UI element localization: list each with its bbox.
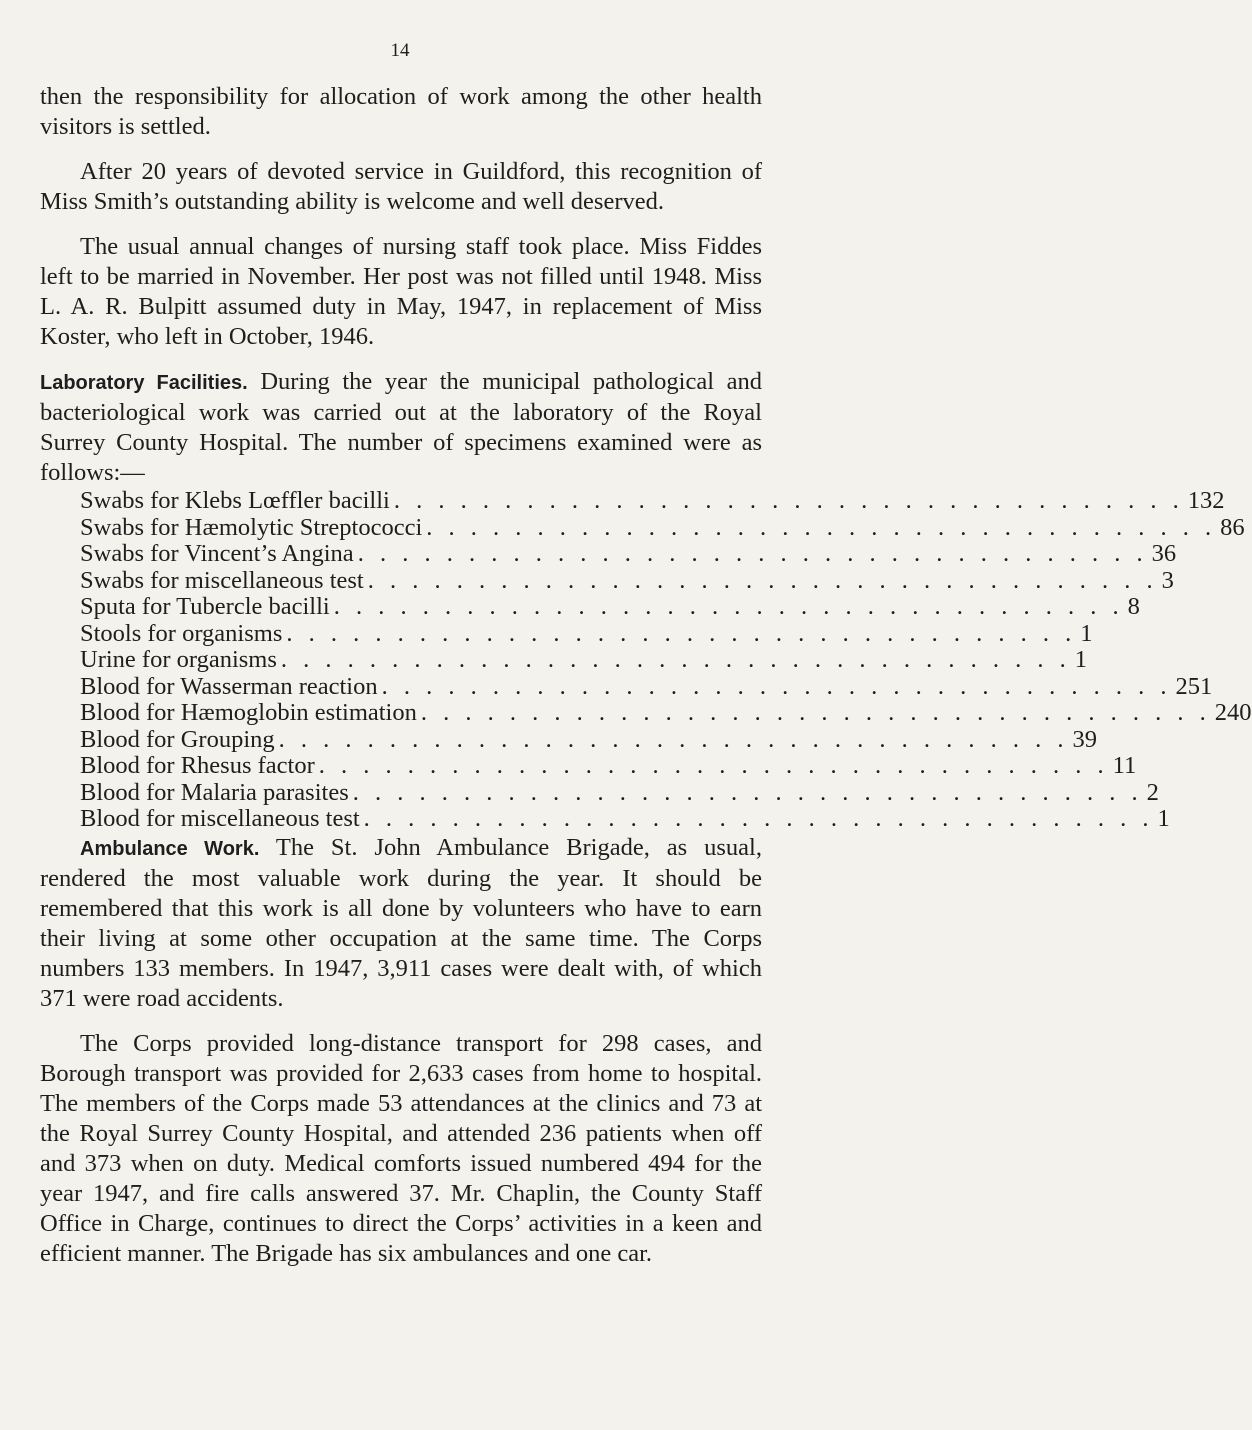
- specimen-count: 86: [1220, 513, 1245, 541]
- specimen-name: Stools for organisms: [80, 619, 283, 647]
- specimen-count: 2: [1146, 778, 1159, 806]
- specimen-row: [80, 805, 1170, 833]
- specimen-row: [80, 646, 1087, 674]
- ambulance-continued-text: The Corps provided long-distance transport for 298 cases, and Borough transport was provided for 2,633 cases from home to hospital. The members of the Corps made 53 attendances at the clinics and 73 at the Royal Surrey County Hospital, and attended 236 patients when off and 373 when on duty. Medical comforts issued numbered 494 for the year 1947, and fire calls answered 37. Mr. Chaplin, the County Staff Office in Charge, continues to direct the Corps’ activities in a keen and efficient manner. The Brigade has six ambulances and one car.: [40, 1029, 762, 1267]
- dot-leader: . . . . . . . . . . . . . . . . . . . . . . . . . . . . . . . . . . . .: [381, 672, 1172, 700]
- specimen-name: Swabs for Vincent’s Angina: [80, 540, 354, 567]
- specimen-count: 251: [1175, 672, 1213, 700]
- text-column: [40, 82, 1252, 1269]
- paragraph-ambulance: [40, 833, 762, 1014]
- specimen-name: Blood for Malaria parasites: [80, 778, 349, 806]
- specimen-name: Swabs for miscellaneous test: [80, 566, 364, 594]
- paragraph-laboratory: [40, 367, 762, 488]
- dot-leader: . . . . . . . . . . . . . . . . . . . . . . . . . . . . . . . . . . . .: [420, 699, 1211, 726]
- specimen-count: 39: [1072, 725, 1097, 753]
- staff-changes-text: The usual annual changes of nursing staff took place. Miss Fiddes left to be married in November. Her post was not filled until 1948. Miss L. A. R. Bulpitt assumed duty in May, 1947, in replacement of Miss Koster, who left in October, 1946.: [40, 233, 762, 350]
- dot-leader: . . . . . . . . . . . . . . . . . . . . . . . . . . . . . . . . . . . .: [357, 540, 1148, 567]
- laboratory-text: During the year the municipal pathological and bacteriological work was carried out at the laboratory of the Royal Surrey County Hospital. The number of specimens examined were as follows:—: [40, 368, 763, 486]
- page-number: 14: [390, 40, 410, 61]
- specimen-count: 1: [1080, 619, 1093, 647]
- specimen-row: [80, 725, 1097, 754]
- specimen-row: [80, 778, 1159, 807]
- dot-leader: . . . . . . . . . . . . . . . . . . . . . . . . . . . . . . . . . . . .: [363, 805, 1154, 832]
- dot-leader: . . . . . . . . . . . . . . . . . . . . . . . . . . . . . . . . . . . .: [286, 619, 1077, 647]
- dot-leader: . . . . . . . . . . . . . . . . . . . . . . . . . . . . . . . . . . . .: [426, 513, 1217, 541]
- specimen-row: [80, 540, 1177, 568]
- specimen-count: 3: [1161, 566, 1174, 594]
- dot-leader: . . . . . . . . . . . . . . . . . . . . . . . . . . . . . . . . . . . .: [333, 593, 1124, 620]
- specimen-name: Swabs for Klebs Lœffler bacilli: [80, 487, 390, 514]
- specimen-row: [80, 619, 1093, 648]
- specimen-name: Blood for miscellaneous test: [80, 805, 360, 832]
- dot-leader: . . . . . . . . . . . . . . . . . . . . . . . . . . . . . . . . . . . .: [393, 487, 1184, 514]
- specimen-row: [80, 752, 1137, 780]
- specimen-name: Blood for Wasserman reaction: [80, 672, 378, 700]
- laboratory-heading: Laboratory Facilities.: [40, 372, 248, 394]
- specimen-row: [80, 672, 1213, 701]
- ambulance-text: The St. John Ambulance Brigade, as usual, rendered the most valuable work during the year. It should be remembered that this work is all done by volunteers who have to earn their living at some other occupation at the same time. The Corps numbers 133 members. In 1947, 3,911 cases were dealt with, of which 371 were road accidents.: [40, 833, 762, 1012]
- specimen-count: 132: [1187, 487, 1225, 514]
- specimen-row: [80, 487, 1225, 515]
- specimen-row: [80, 699, 1252, 727]
- specimen-name: Blood for Grouping: [80, 725, 275, 753]
- specimen-count: 1: [1074, 646, 1087, 673]
- dot-leader: . . . . . . . . . . . . . . . . . . . . . . . . . . . . . . . . . . . .: [278, 725, 1069, 753]
- specimen-name: Blood for Hæmoglobin estimation: [80, 699, 417, 726]
- specimen-name: Sputa for Tubercle bacilli: [80, 593, 330, 620]
- specimen-count: 36: [1151, 540, 1177, 567]
- specimen-count: 1: [1157, 805, 1170, 832]
- recognition-text: After 20 years of devoted service in Guildford, this recognition of Miss Smith’s outstanding ability is welcome and well deserved.: [40, 158, 762, 215]
- specimen-name: Urine for organisms: [80, 646, 277, 673]
- specimen-count: 8: [1127, 593, 1140, 620]
- dot-leader: . . . . . . . . . . . . . . . . . . . . . . . . . . . . . . . . . . . .: [367, 566, 1158, 594]
- ambulance-heading: Ambulance Work.: [80, 837, 260, 860]
- dot-leader: . . . . . . . . . . . . . . . . . . . . . . . . . . . . . . . . . . . .: [352, 778, 1143, 806]
- specimen-row: [80, 566, 1174, 595]
- specimen-count: 11: [1112, 752, 1137, 779]
- paragraph-recognition: [40, 157, 762, 217]
- dot-leader: . . . . . . . . . . . . . . . . . . . . . . . . . . . . . . . . . . . .: [280, 646, 1071, 673]
- specimen-count: 240: [1214, 699, 1252, 726]
- paragraph-ambulance-continued: [40, 1029, 762, 1269]
- dot-leader: . . . . . . . . . . . . . . . . . . . . . . . . . . . . . . . . . . . .: [318, 752, 1109, 779]
- specimen-name: Swabs for Hæmolytic Streptococci: [80, 513, 423, 541]
- specimen-row: [80, 513, 1245, 542]
- paragraph-staff-changes: [40, 232, 762, 352]
- specimen-list: [80, 487, 1252, 833]
- specimen-name: Blood for Rhesus factor: [80, 752, 315, 779]
- specimen-row: [80, 593, 1140, 621]
- paragraph-continuation: then the responsibility for allocation of work among the other health visitors is settled.: [40, 83, 762, 140]
